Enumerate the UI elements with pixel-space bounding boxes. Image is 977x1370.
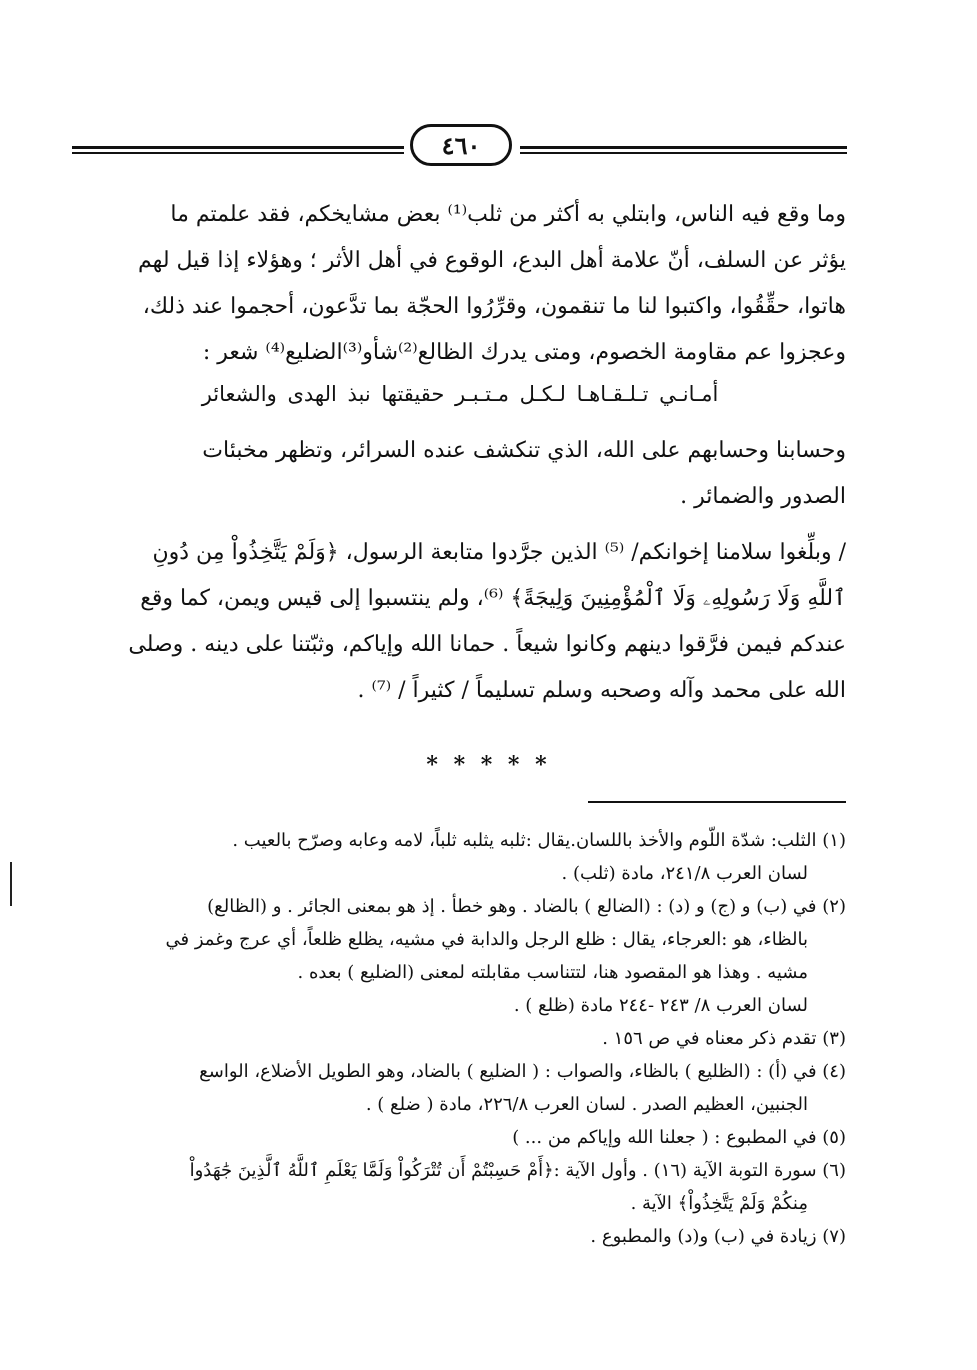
footnote-line: لسان العرب ٨/ ٢٤٣ -٢٤٤ مادة (ظلع ) . bbox=[513, 995, 808, 1016]
footnote-line: الجنبين، العظيم الصدر . لسان العرب ٢٢٦/٨، مادة ( ضلع ) . bbox=[365, 1094, 808, 1115]
text-line: الصدور والضمائر . bbox=[680, 484, 846, 509]
text-line: وحسابنا وحسابهم على الله، الذي تنكشف عنده السرائر، وتظهر مخبئات bbox=[202, 438, 846, 463]
paragraph-3 bbox=[74, 530, 846, 714]
margin-mark bbox=[10, 888, 12, 906]
footnote-line: (١) الثلب: شدّة اللّوم والأخذ باللسان.يقال :ثلبه يثلبه ثلباً، لامه وعابه وصرّح بالعيب . bbox=[232, 830, 846, 851]
text-line: عندكم فيمن فرَّقوا دينهم وكانوا شيعاً . حمانا الله وإياكم، وثبّتنا على دينه . وصلى bbox=[128, 632, 846, 657]
footnote-6 bbox=[74, 1154, 846, 1220]
poetry-verse: أمـانـي تـلـقـاهـا لـكـل مـتـبـر حقيقتها نبذ الهدى والشعائر bbox=[201, 382, 719, 406]
text-line: ٱللَّهِ وَلَا رَسُولِهِۦ وَلَا ٱلْمُؤْمِنِينَ وَلِيجَةً﴾ ⁽⁶⁾، ولم ينتسبوا إلى قيس ويمن، كما وقع bbox=[140, 586, 846, 611]
text-line: وعجزوا عم مقاومة الخصوم، ومتى يدرك الظالع⁽²⁾شأو⁽³⁾الضليع⁽⁴⁾ شعر : bbox=[202, 340, 846, 365]
footnote-line: بالظاء، هو :العرجاء، يقال : ظلع الرجل والدابة في مشيه، يظلع ظلعاً، أي عرج وغمز في bbox=[165, 929, 808, 950]
footnote-4 bbox=[74, 1055, 846, 1121]
footnote-3 bbox=[74, 1022, 846, 1055]
footnote-1 bbox=[74, 824, 846, 890]
footnote-line: مِنكُمْ وَلَمْ يَتَّخِذُواْ﴾ الآية . bbox=[630, 1193, 808, 1214]
main-text bbox=[74, 192, 846, 714]
paragraph-1 bbox=[74, 192, 846, 376]
text-line: وما وقع فيه الناس، وابتلي به أكثر من ثلب⁽¹⁾ بعض مشايخكم، فقد علمتم ما bbox=[170, 202, 846, 227]
header-rule-left bbox=[72, 146, 404, 156]
header-rule-right bbox=[520, 146, 847, 156]
footnote-line: (٥) في المطبوع : ( جعلنا الله وإياكم من ... ) bbox=[512, 1127, 846, 1148]
text-line: يؤثر عن السلف، أنّ علامة أهل البدع، الوقوع في أهل الأثر ؛ وهؤلاء إذا قيل لهم bbox=[138, 248, 846, 273]
text-line: هاتوا، حقِّقُوا، واكتبوا لنا ما تنقمون، وقرِّرُوا الحجّة بما تدَّعون، أحجموا عند ذلك، bbox=[142, 294, 846, 319]
footnote-2 bbox=[74, 890, 846, 1022]
section-separator: * * * * * bbox=[426, 752, 551, 778]
footnote-line: (٦) سورة التوبة الآية (١٦) . وأول الآية :﴿أَمْ حَسِبْتُمْ أَن تُتْرَكُواْ وَلَمَّا يَعْلَمِ ٱللَّهُ ٱلَّذِينَ جَٰهَدُواْ bbox=[189, 1160, 846, 1181]
footnote-line: لسان العرب ٢٤١/٨، مادة (ثلب) . bbox=[561, 863, 808, 884]
footnote-line: (٢) في (ب) و (ج) و (د) : (الضالع ) بالضاد . وهو خطأ . إذ هو بمعنى الجائر . و (الظالع) bbox=[207, 896, 846, 917]
margin-mark bbox=[10, 862, 12, 888]
text-line: الله على محمد وآله وصحبه وسلم تسليماً / كثيراً / ⁽⁷⁾ . bbox=[357, 678, 846, 703]
footnote-7 bbox=[74, 1220, 846, 1253]
footnote-line: (٤) في (أ) : (الظليع ) بالظاء، والصواب : ( الضليع ) بالضاد، وهو الطويل الأضلاع، الواسع bbox=[199, 1061, 846, 1082]
text-line: / وبلِّغوا سلامنا إخوانكم/ ⁽⁵⁾ الذين جرَّدوا متابعة الرسول، ﴿وَلَمْ يَتَّخِذُواْ مِن دُونِ bbox=[152, 540, 846, 565]
footnote-line: (٧) زيادة في (ب) و(د) والمطبوع . bbox=[590, 1226, 846, 1247]
footnote-5 bbox=[74, 1121, 846, 1154]
footnote-line: (٣) تقدم ذكر معناه في ص ١٥٦ . bbox=[602, 1028, 846, 1049]
footnote-rule bbox=[588, 801, 846, 803]
footnotes bbox=[74, 824, 846, 1253]
page-number: ٤٦٠ bbox=[410, 124, 512, 166]
footnote-line: مشيه . وهذا هو المقصود هنا، لتتناسب مقابلته لمعنى (الضليع ) بعده . bbox=[297, 962, 808, 983]
paragraph-2 bbox=[74, 428, 846, 520]
